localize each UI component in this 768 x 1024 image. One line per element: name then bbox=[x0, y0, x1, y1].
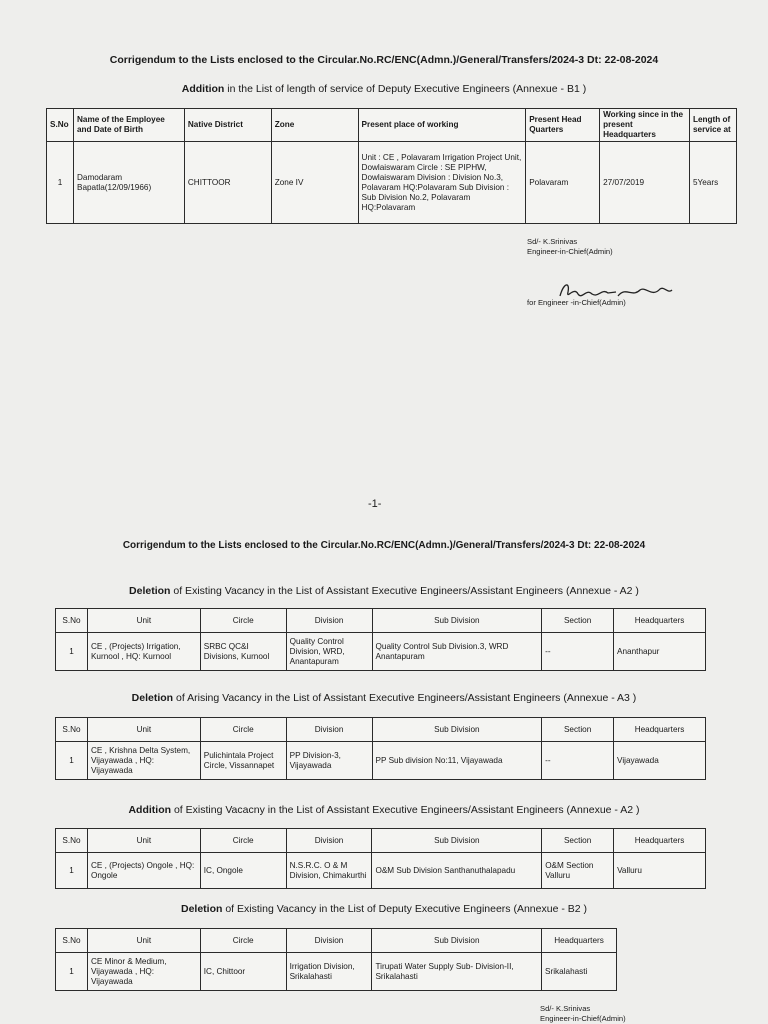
column-header: Sub Division bbox=[372, 829, 542, 853]
table-cell: 5Years bbox=[689, 142, 736, 224]
column-header: Headquarters bbox=[614, 718, 706, 742]
section-heading bbox=[0, 83, 768, 95]
signatory-designation: Engineer-in-Chief(Admin) bbox=[540, 1013, 626, 1023]
table-cell: -- bbox=[542, 742, 614, 780]
column-header: Sub Division bbox=[372, 718, 542, 742]
a3-deletion-table bbox=[55, 717, 706, 780]
column-header: Unit bbox=[87, 609, 200, 633]
column-header: Division bbox=[286, 829, 372, 853]
signatory-name: Sd/- K.Srinivas bbox=[540, 1004, 591, 1013]
table-row bbox=[56, 742, 706, 780]
table-cell: 1 bbox=[47, 142, 74, 224]
table-cell: 1 bbox=[56, 742, 88, 780]
table-header-row bbox=[47, 109, 737, 142]
section-heading bbox=[0, 903, 768, 915]
column-header: Division bbox=[286, 929, 372, 953]
section-heading bbox=[0, 585, 768, 597]
table-cell: IC, Chittoor bbox=[200, 953, 286, 991]
column-header: Section bbox=[542, 609, 614, 633]
b2-deletion-table bbox=[55, 928, 617, 991]
corrigendum-page-1 bbox=[0, 0, 768, 510]
column-header: Name of the Employee and Date of Birth bbox=[73, 109, 184, 142]
table-header-row bbox=[56, 609, 706, 633]
b1-annexure-table bbox=[46, 108, 737, 224]
column-header: Headquarters bbox=[614, 609, 706, 633]
column-header: Zone bbox=[271, 109, 358, 142]
heading-text: of Arising Vacancy in the List of Assistant Executive Engineers/Assistant Engineers (Annexue - A3 ) bbox=[173, 692, 637, 704]
table-cell: O&M Section Valluru bbox=[542, 853, 614, 889]
signatory-on-behalf: for Engineer -in-Chief(Admin) bbox=[527, 298, 626, 307]
table-cell: Quality Control Sub Division.3, WRD Anantapuram bbox=[372, 633, 542, 671]
table-cell: Ananthapur bbox=[614, 633, 706, 671]
table-header-row bbox=[56, 718, 706, 742]
table-cell: Quality Control Division, WRD, Anantapuram bbox=[286, 633, 372, 671]
table-row bbox=[56, 633, 706, 671]
table-cell: IC, Ongole bbox=[200, 853, 286, 889]
column-header: Sub Division bbox=[372, 609, 542, 633]
page-title: Corrigendum to the Lists enclosed to the Circular.No.RC/ENC(Admn.)/General/Transfers/2024-3 Dt: 22-08-2024 bbox=[109, 54, 659, 66]
column-header: Present Head Quarters bbox=[526, 109, 600, 142]
table-cell: 1 bbox=[56, 633, 88, 671]
heading-text: of Existing Vacancy in the List of Assistant Executive Engineers/Assistant Engineers (Annexue - A2 ) bbox=[170, 585, 639, 597]
a2-addition-table bbox=[55, 828, 706, 889]
heading-text: in the List of length of service of Deputy Executive Engineers (Annexue - B1 ) bbox=[224, 83, 587, 95]
signatory-designation: Engineer-in-Chief(Admin) bbox=[527, 246, 613, 256]
table-cell: Pulichintala Project Circle, Vissannapet bbox=[200, 742, 286, 780]
table-cell: -- bbox=[542, 633, 614, 671]
column-header: Circle bbox=[200, 609, 286, 633]
table-cell: Tirupati Water Supply Sub- Division-II, Srikalahasti bbox=[372, 953, 542, 991]
table-cell: PP Sub division No:11, Vijayawada bbox=[372, 742, 542, 780]
signature-block bbox=[527, 237, 613, 257]
signature-block bbox=[540, 1004, 626, 1024]
table-cell: Unit : CE , Polavaram Irrigation Project Unit, Dowlaiswaram Circle : SE PIPHW, Dowlaiswaram Division : Division No.3, Polavaram HQ:Polavaram Sub Division : Sub Division No.2, Polavaram HQ:Polavaram bbox=[358, 142, 526, 224]
heading-keyword: Deletion bbox=[181, 903, 223, 915]
table-header-row bbox=[56, 929, 617, 953]
column-header: Unit bbox=[87, 829, 200, 853]
section-heading bbox=[0, 804, 768, 816]
column-header: Present place of working bbox=[358, 109, 526, 142]
column-header: Circle bbox=[200, 929, 286, 953]
table-cell: 27/07/2019 bbox=[600, 142, 690, 224]
table-cell: 1 bbox=[56, 953, 88, 991]
table-cell: Irrigation Division, Srikalahasti bbox=[286, 953, 372, 991]
column-header: Division bbox=[286, 718, 372, 742]
table-cell: SRBC QC&I Divisions, Kurnool bbox=[200, 633, 286, 671]
column-header: Headquarters bbox=[614, 829, 706, 853]
column-header: S.No bbox=[56, 718, 88, 742]
column-header: Headquarters bbox=[542, 929, 617, 953]
column-header: Sub Division bbox=[372, 929, 542, 953]
table-row bbox=[56, 853, 706, 889]
table-cell: CE Minor & Medium, Vijayawada , HQ: Vijayawada bbox=[87, 953, 200, 991]
column-header: Working since in the present Headquarters bbox=[600, 109, 690, 142]
column-header: Circle bbox=[200, 829, 286, 853]
heading-text: of Existing Vacancy in the List of Deputy Executive Engineers (Annexue - B2 ) bbox=[222, 903, 587, 915]
column-header: Length of service at bbox=[689, 109, 736, 142]
signatory-name: Sd/- K.Srinivas bbox=[527, 237, 578, 246]
table-cell: Damodaram Bapatla(12/09/1966) bbox=[73, 142, 184, 224]
heading-keyword: Deletion bbox=[131, 692, 174, 704]
table-cell: CHITTOOR bbox=[184, 142, 271, 224]
column-header: S.No bbox=[56, 609, 88, 633]
heading-text: of Existing Vacacny in the List of Assistant Executive Engineers/Assistant Engineers (Annexue - A2 ) bbox=[171, 804, 640, 816]
column-header: S.No bbox=[56, 929, 88, 953]
table-cell: CE , (Projects) Ongole , HQ: Ongole bbox=[87, 853, 200, 889]
page-title: Corrigendum to the Lists enclosed to the Circular.No.RC/ENC(Admn.)/General/Transfers/2024-3 Dt: 22-08-2024 bbox=[122, 540, 646, 551]
table-cell: 1 bbox=[56, 853, 88, 889]
heading-keyword: Addition bbox=[128, 804, 172, 816]
table-cell: PP Division-3, Vijayawada bbox=[286, 742, 372, 780]
table-cell: O&M Sub Division Santhanuthalapadu bbox=[372, 853, 542, 889]
table-cell: Valluru bbox=[614, 853, 706, 889]
table-header-row bbox=[56, 829, 706, 853]
table-row bbox=[56, 953, 617, 991]
column-header: Circle bbox=[200, 718, 286, 742]
column-header: Unit bbox=[87, 718, 200, 742]
table-cell: Srikalahasti bbox=[542, 953, 617, 991]
heading-keyword: Addition bbox=[181, 83, 225, 95]
table-cell: N.S.R.C. O & M Division, Chimakurthi bbox=[286, 853, 372, 889]
column-header: Unit bbox=[87, 929, 200, 953]
a2-deletion-table bbox=[55, 608, 706, 671]
column-header: Native District bbox=[184, 109, 271, 142]
column-header: Division bbox=[286, 609, 372, 633]
table-cell: CE , (Projects) Irrigation, Kurnool , HQ: Kurnool bbox=[87, 633, 200, 671]
table-cell: Vijayawada bbox=[614, 742, 706, 780]
column-header: S.No bbox=[56, 829, 88, 853]
page-number: -1- bbox=[368, 498, 382, 510]
table-row bbox=[47, 142, 737, 224]
corrigendum-page-2 bbox=[0, 520, 768, 1024]
column-header: Section bbox=[542, 718, 614, 742]
table-cell: Polavaram bbox=[526, 142, 600, 224]
table-cell: CE , Krishna Delta System, Vijayawada , HQ: Vijayawada bbox=[87, 742, 200, 780]
table-cell: Zone IV bbox=[271, 142, 358, 224]
column-header: S.No bbox=[47, 109, 74, 142]
section-heading bbox=[0, 692, 768, 704]
heading-keyword: Deletion bbox=[129, 585, 171, 597]
column-header: Section bbox=[542, 829, 614, 853]
